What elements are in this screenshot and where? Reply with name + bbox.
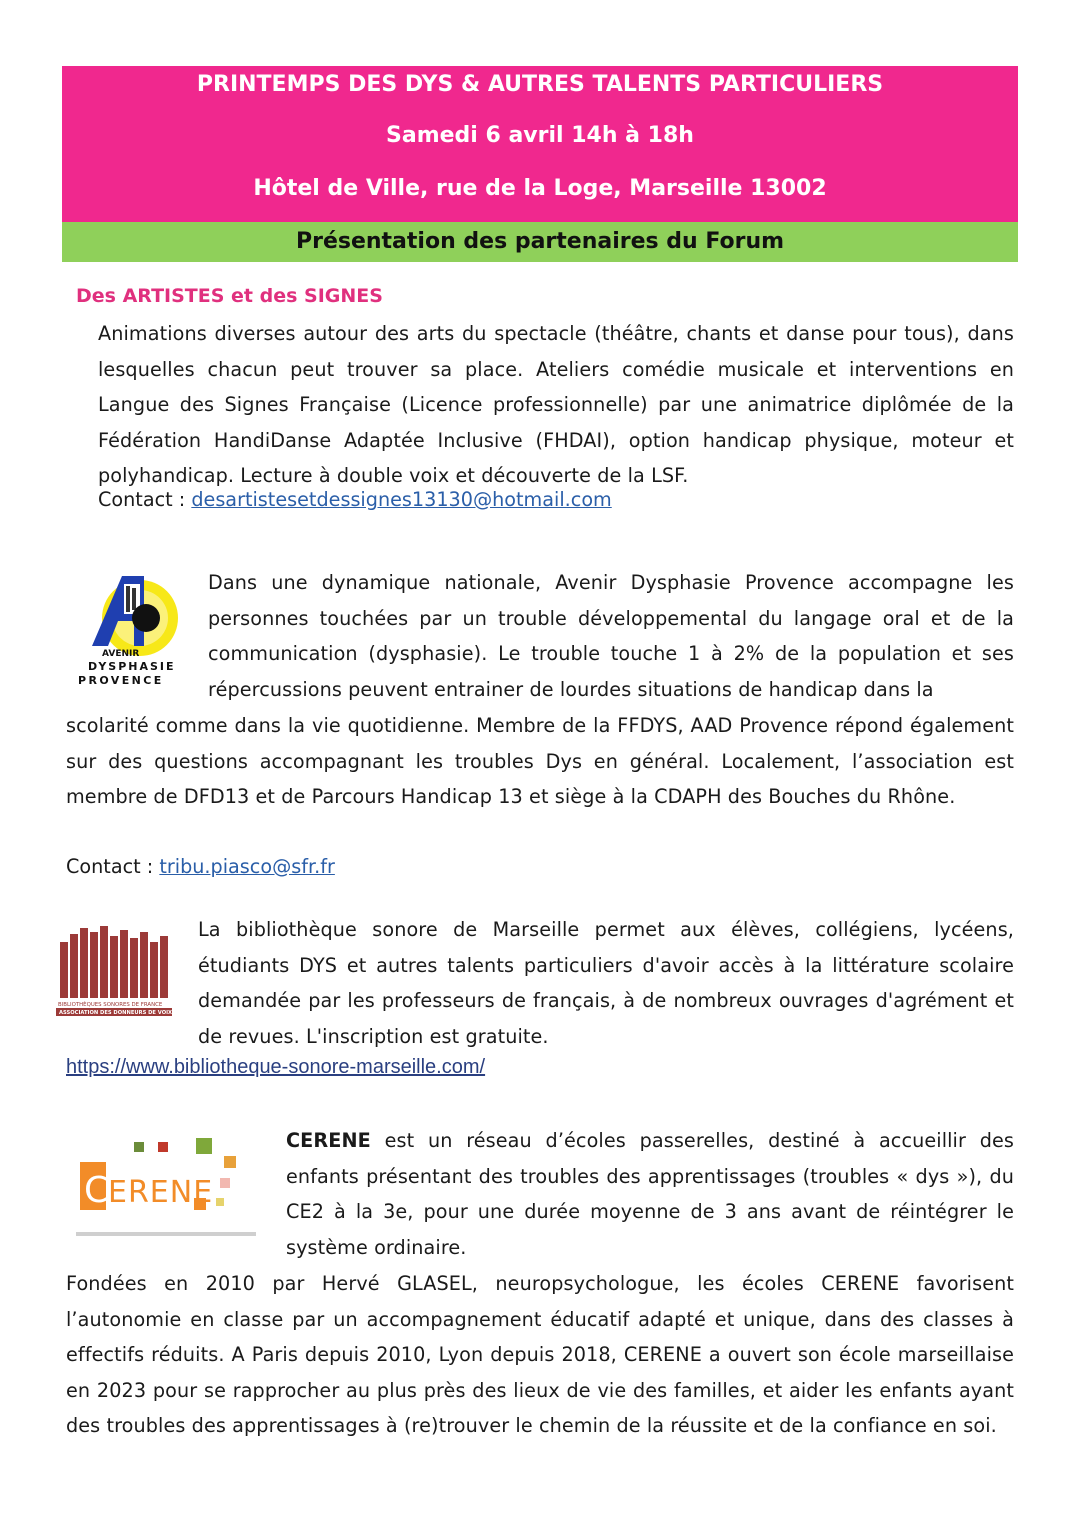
avenir-description-bottom: scolarité comme dans la vie quotidienne. Membre de la FFDYS, AAD Provence répond également sur des questions accompagnant les troubles Dys en général. Localement, l’association est membre de DFD13 et de Parcours Handicap 13 et siège à la CDAPH des Bouches du Rhône.: [66, 714, 1014, 809]
artistes-description: Animations diverses autour des arts du spectacle (théâtre, chants et danse pour tous), dans lesquelles chacun peut trouver sa place. Ateliers comédie musicale et interventions en Langue des Signes Française (Licence professionnelle) par une animatrice diplômée de la Fédération HandiDanse Adaptée Inclusive (FHDAI), option handicap physique, moteur et polyhandicap. Lecture à double voix et découverte de la LSF.: [98, 322, 1014, 488]
cerene-logo-letter-c: C: [84, 1170, 110, 1211]
cerene-logo: [70, 1134, 270, 1244]
avenir-logo-text-3: PROVENCE: [78, 674, 164, 687]
artistes-email-link[interactable]: desartistesetdessignes13130@hotmail.com: [191, 488, 612, 511]
bibliotheque-description: La bibliothèque sonore de Marseille permet aux élèves, collégiens, lycéens, étudiants DYS et autres talents particuliers d'avoir accès à la littérature scolaire demandée par les professeurs de français, à de nombreux ouvrages d'agrément et de revues. L'inscription est gratuite.: [198, 918, 1014, 1048]
contact-label: Contact :: [66, 855, 160, 878]
artistes-title: Des ARTISTES et des SIGNES: [76, 285, 383, 307]
avenir-description-top: Dans une dynamique nationale, Avenir Dysphasie Provence accompagne les personnes touchées par un trouble développemental du langage oral et de la communication (dysphasie). Le trouble touche 1 à 2% de la population et ses répercussions peuvent entrainer de lourdes situations de handicap dans la: [208, 571, 1014, 701]
event-banner: [62, 66, 1018, 222]
cerene-description: Fondées en 2010 par Hervé GLASEL, neuropsychologue, les écoles CERENE favorisent l’autonomie en classe par un accompagnement éducatif adapté et unique, dans des classes à effectifs réduits. A Paris depuis 2010, Lyon depuis 2018, CERENE a ouvert son école marseillaise en 2023 pour se rapprocher au plus près des lieux de vie des familles, et aider les enfants ayant des troubles des apprentissages à (re)trouver le chemin de la réussite et de la confiance en soi.: [66, 1272, 1014, 1438]
event-date: Samedi 6 avril 14h à 18h: [386, 123, 694, 148]
avenir-contact: [66, 855, 335, 878]
cerene-intro-text: est un réseau d’écoles passerelles, destiné à accueillir des enfants présentant des troubles des apprentissages (troubles « dys »), du CE2 à la 3e, pour une durée moyenne de 3 ans avant de réintégrer le système ordinaire.: [286, 1129, 1014, 1259]
cerene-logo-text: ERENE: [108, 1175, 214, 1210]
avenir-dysphasie-logo: [74, 566, 194, 692]
bibliotheque-url-link[interactable]: https://www.bibliotheque-sonore-marseille.com/: [66, 1056, 486, 1078]
avenir-logo-text-1: AVENIR: [102, 649, 140, 659]
cerene-name: CERENE: [286, 1129, 371, 1152]
bibliotheque-website: [66, 1056, 485, 1079]
cerene-intro: [286, 1123, 1014, 1265]
contact-label: Contact :: [98, 488, 192, 511]
partners-subtitle: Présentation des partenaires du Forum: [62, 222, 1018, 262]
event-title: PRINTEMPS DES DYS & AUTRES TALENTS PARTICULIERS: [196, 72, 884, 97]
event-location: Hôtel de Ville, rue de la Loge, Marseille 13002: [253, 176, 827, 201]
bibliotheques-sonores-logo: [56, 922, 174, 1016]
avenir-email-link[interactable]: tribu.piasco@sfr.fr: [159, 855, 335, 878]
biblio-logo-text-1: BIBLIOTHÈQUES SONORES DE FRANCE: [58, 1002, 163, 1008]
avenir-logo-text-2: DYSPHASIE: [88, 660, 176, 673]
biblio-logo-text-2: ASSOCIATION DES DONNEURS DE VOIX: [59, 1010, 173, 1016]
artistes-contact: [98, 488, 612, 511]
